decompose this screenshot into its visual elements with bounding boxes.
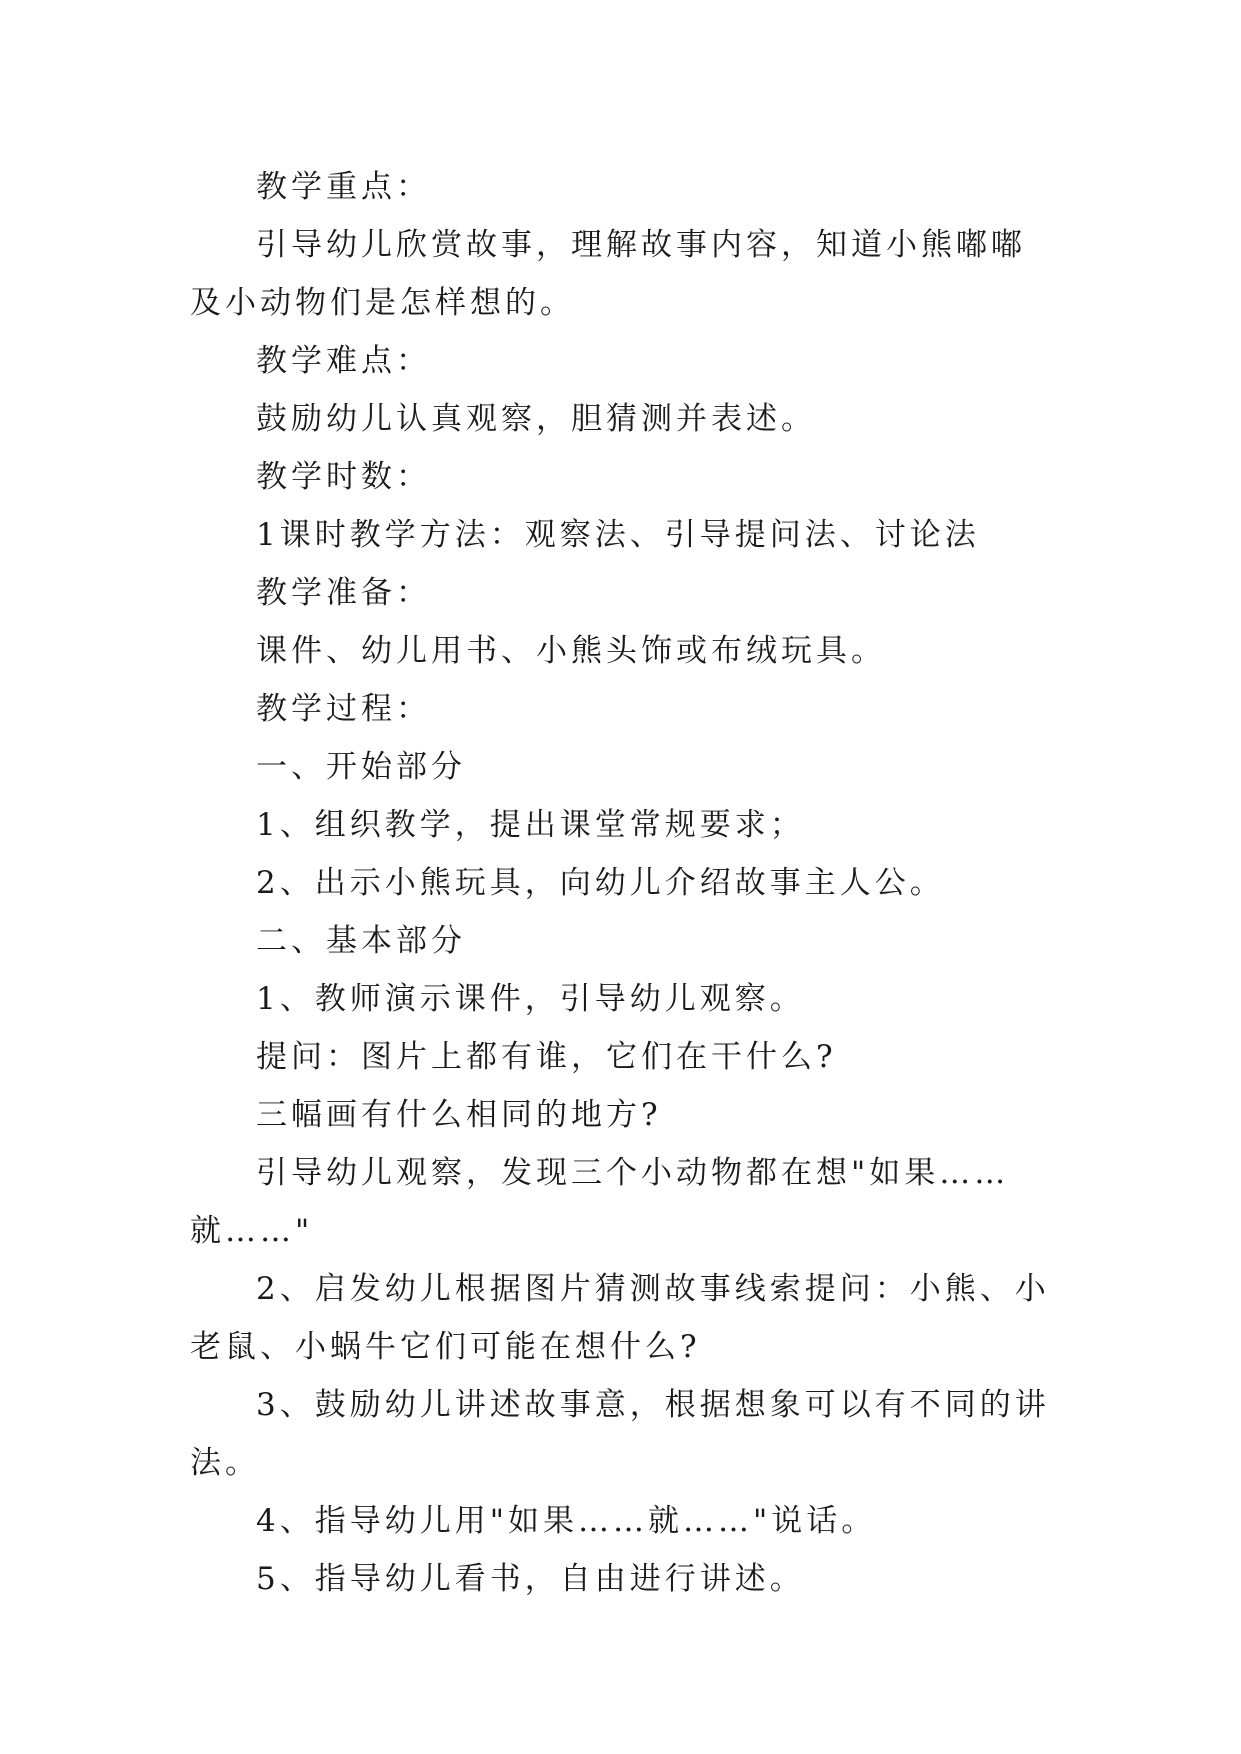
question-text: 提问：图片上都有谁，它们在干什么? [256, 1039, 837, 1075]
guidance-text: 引导幼儿观察，发现三个小动物都在想"如果……就……" [190, 1155, 1010, 1249]
section-basic: 二、基本部分 [256, 923, 466, 959]
heading-difficulties: 教学难点： [256, 343, 431, 379]
list-item: 5、指导幼儿看书，自由进行讲述。 [256, 1561, 805, 1597]
question-text: 三幅画有什么相同的地方? [256, 1097, 662, 1133]
key-points-text: 引导幼儿欣赏故事，理解故事内容，知道小熊嘟嘟及小动物们是怎样想的。 [190, 227, 1026, 321]
list-item: 3、鼓励幼儿讲述故事意，根据想象可以有不同的讲法。 [190, 1387, 1050, 1481]
list-item: 1、组织教学，提出课堂常规要求； [256, 807, 805, 843]
document-body [190, 158, 1050, 1608]
heading-key-points: 教学重点： [256, 169, 431, 205]
heading-preparation: 教学准备： [256, 575, 431, 611]
difficulties-text: 鼓励幼儿认真观察，胆猜测并表述。 [256, 401, 816, 437]
heading-hours: 教学时数： [256, 459, 431, 495]
section-start: 一、开始部分 [256, 749, 466, 785]
preparation-text: 课件、幼儿用书、小熊头饰或布绒玩具。 [256, 633, 886, 669]
list-item: 2、启发幼儿根据图片猜测故事线索提问：小熊、小老鼠、小蜗牛它们可能在想什么? [190, 1271, 1050, 1365]
heading-process: 教学过程： [256, 691, 431, 727]
list-item: 4、指导幼儿用"如果……就……"说话。 [256, 1503, 877, 1539]
hours-methods-text: 1课时教学方法：观察法、引导提问法、讨论法 [256, 517, 980, 553]
list-item: 1、教师演示课件，引导幼儿观察。 [256, 981, 805, 1017]
list-item: 2、出示小熊玩具，向幼儿介绍故事主人公。 [256, 865, 945, 901]
